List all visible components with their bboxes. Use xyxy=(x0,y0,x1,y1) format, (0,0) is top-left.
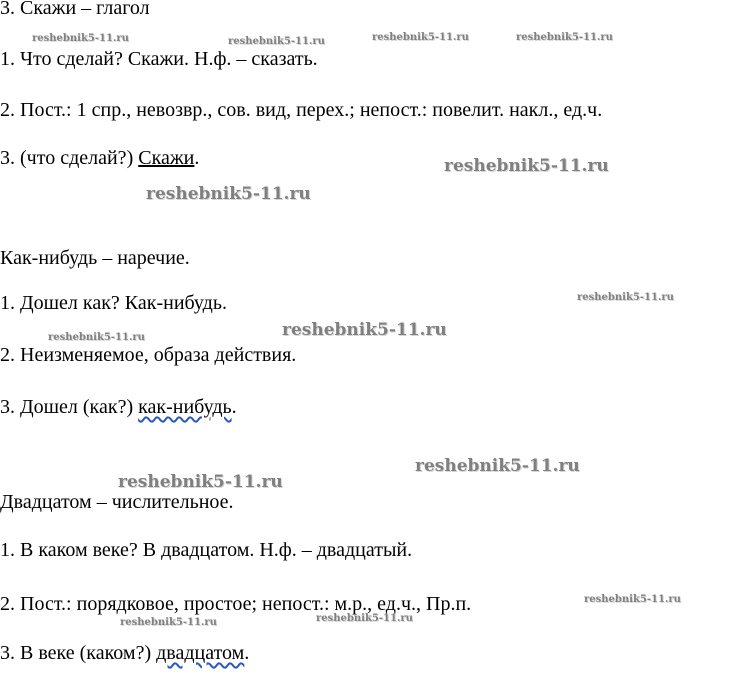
analysis-line xyxy=(0,395,237,419)
line-prefix: 3. В веке (каком?) xyxy=(0,642,157,664)
line-suffix: . xyxy=(244,642,250,664)
line-prefix: 3. Дошел (как?) xyxy=(0,396,139,418)
section-heading-kak-nibud: Как-нибудь – наречие. xyxy=(0,247,190,269)
line-suffix: . xyxy=(231,396,237,418)
watermark: reshebnik5-11.ru xyxy=(48,332,145,343)
section-heading-skazhi: 3. Скажи – глагол xyxy=(0,0,150,19)
watermark: reshebnik5-11.ru xyxy=(118,472,283,492)
analysis-line xyxy=(0,641,249,665)
watermark: reshebnik5-11.ru xyxy=(516,32,613,43)
analysis-line: 1. Дошел как? Как-нибудь. xyxy=(0,292,227,314)
watermark: reshebnik5-11.ru xyxy=(228,36,325,47)
watermark: reshebnik5-11.ru xyxy=(577,292,674,303)
watermark: reshebnik5-11.ru xyxy=(415,456,580,476)
underlined-word: Скажи xyxy=(138,147,195,169)
section-heading-dvadtsatom: Двадцатом – числительное. xyxy=(0,491,234,513)
underlined-word: двадцатом xyxy=(156,642,245,664)
analysis-line: 2. Пост.: 1 спр., невозвр., сов. вид, перех.; непост.: повелит. накл., ед.ч. xyxy=(0,99,603,121)
analysis-line: 2. Пост.: порядковое, простое; непост.: м.р., ед.ч., Пр.п. xyxy=(0,593,472,615)
line-prefix: 3. (что сделай?) xyxy=(0,147,139,169)
analysis-line: 2. Неизменяемое, образа действия. xyxy=(0,344,297,366)
watermark: reshebnik5-11.ru xyxy=(120,617,217,628)
underlined-word: как-нибудь xyxy=(138,396,232,418)
analysis-line: 1. В каком веке? В двадцатом. Н.ф. – двадцатый. xyxy=(0,539,413,561)
analysis-line: 1. Что сделай? Скажи. Н.ф. – сказать. xyxy=(0,48,318,70)
watermark: reshebnik5-11.ru xyxy=(372,32,469,43)
watermark: reshebnik5-11.ru xyxy=(32,33,129,44)
watermark: reshebnik5-11.ru xyxy=(316,613,413,624)
watermark: reshebnik5-11.ru xyxy=(146,184,311,204)
watermark: reshebnik5-11.ru xyxy=(282,320,447,340)
watermark: reshebnik5-11.ru xyxy=(444,156,609,176)
watermark: reshebnik5-11.ru xyxy=(584,594,681,605)
line-suffix: . xyxy=(194,147,200,169)
analysis-line xyxy=(0,146,199,170)
